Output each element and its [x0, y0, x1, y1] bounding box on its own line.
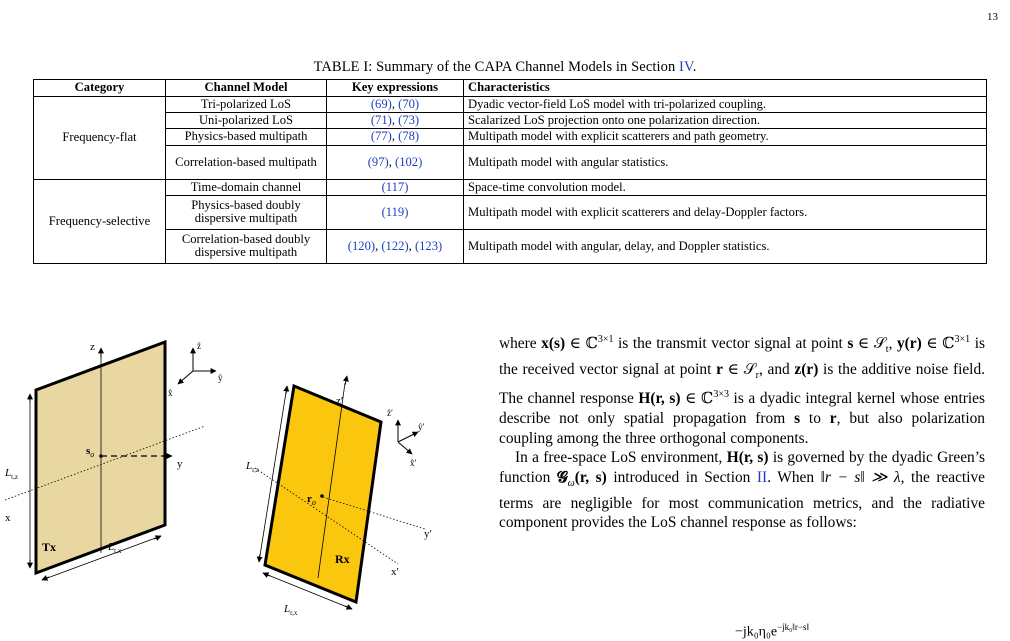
tx-axis-z-label: z: [90, 341, 95, 353]
tx-axis-x-label: x: [5, 512, 11, 524]
characteristics-cell: Space-time convolution model.: [464, 179, 987, 195]
key-expr-cell: (71), (73): [327, 113, 464, 129]
key-expr-cell: (120), (122), (123): [327, 229, 464, 263]
table-row: [34, 195, 987, 229]
model-cell: Correlation-based multipath: [166, 145, 327, 179]
tx-panel: [4, 341, 223, 580]
tx-rx-geometry-figure: [0, 328, 470, 637]
tx-origin-label: $s_o$: [86, 445, 95, 459]
table-row: [34, 229, 987, 263]
paragraph-los-environment: In a free-space LoS environment, H(r, s) is governed by the dyadic Green’s function 𝓖$_\omega$(r, s) introduced in Section II. When ‖r − s‖ ≫ λ, the reactive terms are negligible for most communication metrics, and the radiative component provides the LoS channel response as follows:: [499, 449, 986, 532]
rx-axis-x-label: x′: [391, 566, 399, 578]
table-row: [34, 129, 987, 145]
eq-ref-link[interactable]: (73): [398, 113, 420, 128]
section-ref-link[interactable]: II: [756, 468, 768, 486]
header-key-expressions: Key expressions: [327, 80, 464, 97]
rx-aperture: [265, 386, 381, 602]
paragraph-signal-model: where x(s) ∈ ℂ$^{3\times 1}$ is the transmit vector signal at point s ∈ 𝒮$_t$, y(r) ∈ ℂ$^{3\times 1}$ is the received vector signal at point r ∈ 𝒮$_r$, and z(r) is the additive noise field. The channel response H(r, s) ∈ ℂ$^{3\times 3}$ is a dyadic integral kernel whose entries describe not only spatial propagation from s to r, but also polarization coupling among the three orthogonal components.: [499, 334, 986, 447]
characteristics-cell: Dyadic vector-field LoS model with tri-polarized coupling.: [464, 97, 987, 113]
tx-origin-dot: [99, 454, 103, 458]
page-number: 13: [987, 11, 998, 23]
rx-label: Rx: [335, 552, 350, 566]
eq-ref-link[interactable]: (69): [370, 97, 392, 111]
eq-ref-link[interactable]: (122): [381, 238, 409, 253]
characteristics-cell: Multipath model with angular, delay, and Doppler statistics.: [464, 229, 987, 263]
rx-frame-y-label: ŷ′: [418, 422, 425, 432]
rx-frame-x-label: x̂′: [410, 458, 417, 468]
eq-ref-link[interactable]: (78): [398, 129, 420, 144]
table-row: [34, 97, 987, 113]
rx-origin-label: $r_o$: [307, 493, 316, 507]
rx-axis-z-label: z′: [336, 395, 344, 407]
tx-frame-z-label: ẑ: [197, 341, 201, 351]
eq-ref-link[interactable]: (120): [347, 238, 376, 253]
model-cell: Time-domain channel: [166, 179, 327, 195]
eq-ref-link[interactable]: (71): [370, 113, 392, 128]
eq-ref-link[interactable]: (119): [381, 204, 409, 219]
eq-ref-link[interactable]: (77): [370, 129, 392, 144]
table-header-row: [34, 80, 987, 97]
table-row: [34, 179, 987, 195]
rx-axis-y-label: y′: [424, 528, 432, 540]
rx-panel: [245, 376, 432, 617]
eq-ref-link[interactable]: (117): [381, 179, 409, 194]
tx-frame-x-label: x̂: [168, 388, 173, 398]
model-cell: Physics-based doubly dispersive multipath: [166, 195, 327, 229]
rx-local-frame: [387, 408, 425, 468]
eq-ref-link[interactable]: (123): [414, 238, 443, 253]
header-characteristics: Characteristics: [464, 80, 987, 97]
section-ref-link[interactable]: IV: [679, 59, 693, 75]
header-category: Category: [34, 80, 166, 97]
equation-fragment: $-jk_0\eta_0e^{-jk_0‖r-s‖}$: [735, 622, 809, 640]
channel-model-summary-table: [33, 79, 987, 264]
tx-frame-y-label: ŷ: [218, 373, 223, 383]
category-cell: Frequency-flat: [34, 97, 166, 180]
eq-ref-link[interactable]: (70): [398, 97, 420, 111]
characteristics-cell: Multipath model with explicit scatterers and delay-Doppler factors.: [464, 195, 987, 229]
model-cell: Tri-polarized LoS: [166, 97, 327, 113]
key-expr-cell: [327, 195, 464, 229]
body-text-column: [499, 330, 985, 533]
characteristics-cell: Multipath model with explicit scatterers and path geometry.: [464, 129, 987, 145]
key-expr-cell: (69), (70): [327, 97, 464, 113]
header-channel-model: Channel Model: [166, 80, 327, 97]
model-cell: Physics-based multipath: [166, 129, 327, 145]
table-row: [34, 113, 987, 129]
eq-ref-link[interactable]: (97): [367, 154, 389, 169]
characteristics-cell: Scalarized LoS projection onto one polarization direction.: [464, 113, 987, 129]
table-caption: TABLE I: Summary of the CAPA Channel Models in Section IV.: [313, 59, 697, 75]
model-cell: Uni-polarized LoS: [166, 113, 327, 129]
rx-dim-z-label: $L_{r,z}$: [246, 460, 260, 474]
rx-dim-x-label: $L_{r,x}$: [284, 603, 298, 617]
tx-dim-x-label: $L_{t,x}$: [108, 541, 122, 555]
key-expr-cell: (97), (102): [327, 145, 464, 179]
category-cell: Frequency-selective: [34, 179, 166, 263]
key-expr-cell: [327, 179, 464, 195]
rx-frame-z-label: ẑ′: [387, 408, 393, 418]
model-cell: Correlation-based doubly dispersive multipath: [166, 229, 327, 263]
tx-label: Tx: [42, 540, 57, 554]
rx-origin-dot: [320, 494, 324, 498]
tx-local-frame: [168, 341, 223, 398]
tx-axis-y-label: y: [177, 458, 183, 470]
key-expr-cell: (77), (78): [327, 129, 464, 145]
table-row: [34, 145, 987, 179]
eq-ref-link[interactable]: (102): [395, 154, 423, 169]
tx-dim-z-label: $L_{t,z}$: [5, 467, 18, 481]
rx-z-axis-arrow: [345, 376, 347, 385]
characteristics-cell: Multipath model with angular statistics.: [464, 145, 987, 179]
